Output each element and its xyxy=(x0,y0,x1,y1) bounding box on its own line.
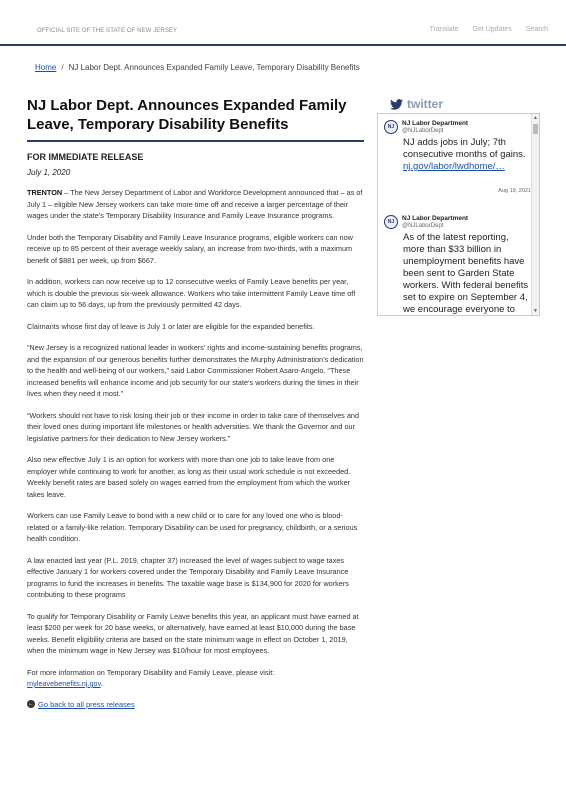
breadcrumb-separator: / xyxy=(61,63,64,72)
scroll-down-icon[interactable]: ▼ xyxy=(533,308,538,314)
article xyxy=(27,96,364,709)
translate-link[interactable]: Translate xyxy=(429,26,459,33)
paragraph-text: For more information on Temporary Disability and Family Leave, please visit: xyxy=(27,667,275,677)
twitter-bird-icon xyxy=(390,99,403,110)
arrow-left-circle-icon: ← xyxy=(28,701,34,707)
avatar: NJ xyxy=(384,215,398,229)
tweet[interactable] xyxy=(384,120,531,194)
article-paragraph: A law enacted last year (P.L. 2019, chapter 37) increased the level of wages subject to wage taxes effective January 1 for workers covered under the Temporary Disability and Family Leave Insurance programs to fund the increases in benefits. The taxable wage base is $134,900 for 2020 for workers contributing to these programs xyxy=(27,555,349,599)
get-updates-link[interactable]: Get Updates xyxy=(472,26,512,33)
tweet-author-name: NJ Labor Department xyxy=(402,215,469,222)
top-bar xyxy=(0,0,566,46)
scroll-up-icon[interactable]: ▲ xyxy=(533,115,538,121)
twitter-feed[interactable] xyxy=(377,113,540,316)
avatar: NJ xyxy=(384,120,398,134)
article-paragraph: In addition, workers can now receive up to 12 consecutive weeks of Family Leave benefits per year, which is double the previous six-week allowance. Workers who take intermittent Family Leave time off can claim up to 56 days, up from the previously permitted 42 days. xyxy=(27,277,356,309)
search-link[interactable]: Search xyxy=(525,26,548,33)
article-paragraph: “New Jersey is a recognized national leader in workers’ rights and income-sustaining benefits programs, and the expansion of our generous benefits further demonstrates the Murphy Administration’s dedication to the health and well-being of our workers,” said Labor Commissioner Robert Asaro-Angelo. “These increased benefits will enhance income and job security for our state’s workers during the times in their lives when they need it most.” xyxy=(27,343,364,398)
top-nav xyxy=(430,26,548,33)
article-paragraph: To qualify for Temporary Disability or Family Leave benefits this year, an applicant must have earned at least $200 per week for 20 base weeks, or alternatively, have earned at least $10,000 during the base weeks. Benefit eligibility criteria are based on the state minimum wage in effect on October 1, 2019, when the minimum wage in New Jersey was $10/hour for most employees. xyxy=(27,611,359,655)
twitter-heading xyxy=(390,97,443,111)
breadcrumb-home-link[interactable]: Home xyxy=(35,63,57,72)
tweet-author-name: NJ Labor Department xyxy=(402,120,469,127)
tweet-author-handle: @NJLaborDept xyxy=(402,128,444,134)
twitter-heading-text: twitter xyxy=(407,97,443,111)
tweet[interactable] xyxy=(384,215,531,316)
article-paragraph: Claimants whose first day of leave is July 1 or later are eligible for the expanded benefits. xyxy=(27,321,315,331)
breadcrumb-current: NJ Labor Dept. Announces Expanded Family Leave, Temporary Disability Benefits xyxy=(68,63,360,72)
tweet-date: Aug 19, 2021 xyxy=(498,188,531,194)
scrollbar-thumb[interactable] xyxy=(533,124,538,134)
release-date: July 1, 2020 xyxy=(27,168,71,177)
myleavebenefits-link[interactable]: myleavebenefits.nj.gov xyxy=(27,679,101,688)
page-title: NJ Labor Dept. Announces Expanded Family Leave, Temporary Disability Benefits xyxy=(27,96,364,142)
tweet-text xyxy=(403,137,531,173)
tweet-body: NJ adds jobs in July; 7th consecutive months of gains. xyxy=(403,137,526,160)
article-paragraph xyxy=(27,667,364,690)
article-paragraph: Workers can use Family Leave to bond with a new child or to care for any loved one who is blood-related or a family-like relation. Temporary Disability can be used for pregnancy, childbirth, or a serious health condition. xyxy=(27,511,358,543)
breadcrumb xyxy=(35,63,360,72)
back-link[interactable]: Go back to all press releases xyxy=(38,699,135,709)
tweet-link[interactable]: nj.gov/labor/lwdhome/… xyxy=(403,161,505,172)
twitter-scrollbar[interactable] xyxy=(531,114,539,315)
article-paragraph: “Workers should not have to risk losing their job or their income in order to take care of themselves and their loved ones during important life milestones or health adversities. We thank the Governor and our legislative partners for their dedication to New Jersey workers.” xyxy=(27,410,360,443)
release-label: FOR IMMEDIATE RELEASE xyxy=(27,152,144,162)
article-paragraph xyxy=(27,187,364,222)
article-paragraph: Under both the Temporary Disability and Family Leave Insurance programs, eligible workers can now receive up to 85 percent of their average weekly salary, an increase from two-thirds, with a maximum benefit of $881 per week, up from $667. xyxy=(27,232,353,265)
official-site-label: OFFICIAL SITE OF THE STATE OF NEW JERSEY xyxy=(37,28,178,34)
back-to-press-releases[interactable] xyxy=(27,700,364,709)
article-paragraph: Also new effective July 1 is an option for workers with more than one job to take leave from one employer while continuing to work for another, as long as their usual work schedule is not exceeded. Weekly benefit rates are based solely on wages earned from the employment from which the worker takes leave. xyxy=(27,455,351,499)
tweet-author-handle: @NJLaborDept xyxy=(402,223,444,229)
tweet-text: As of the latest reporting, more than $33 billion in unemployment benefits have been sent to Garden State workers. With federal benefits set to expire on September 4, we encourage everyone to xyxy=(403,232,529,315)
paragraph-text: – The New Jersey Department of Labor and Workforce Development announced that – as of July 1 – eligible New Jersey workers can take more time off and receive a larger percentage of their wages under the state’s Temporary Disability Insurance and Family Leave Insurance programs. xyxy=(27,188,363,220)
dateline: TRENTON xyxy=(27,188,63,197)
paragraph-end: . xyxy=(100,679,103,688)
